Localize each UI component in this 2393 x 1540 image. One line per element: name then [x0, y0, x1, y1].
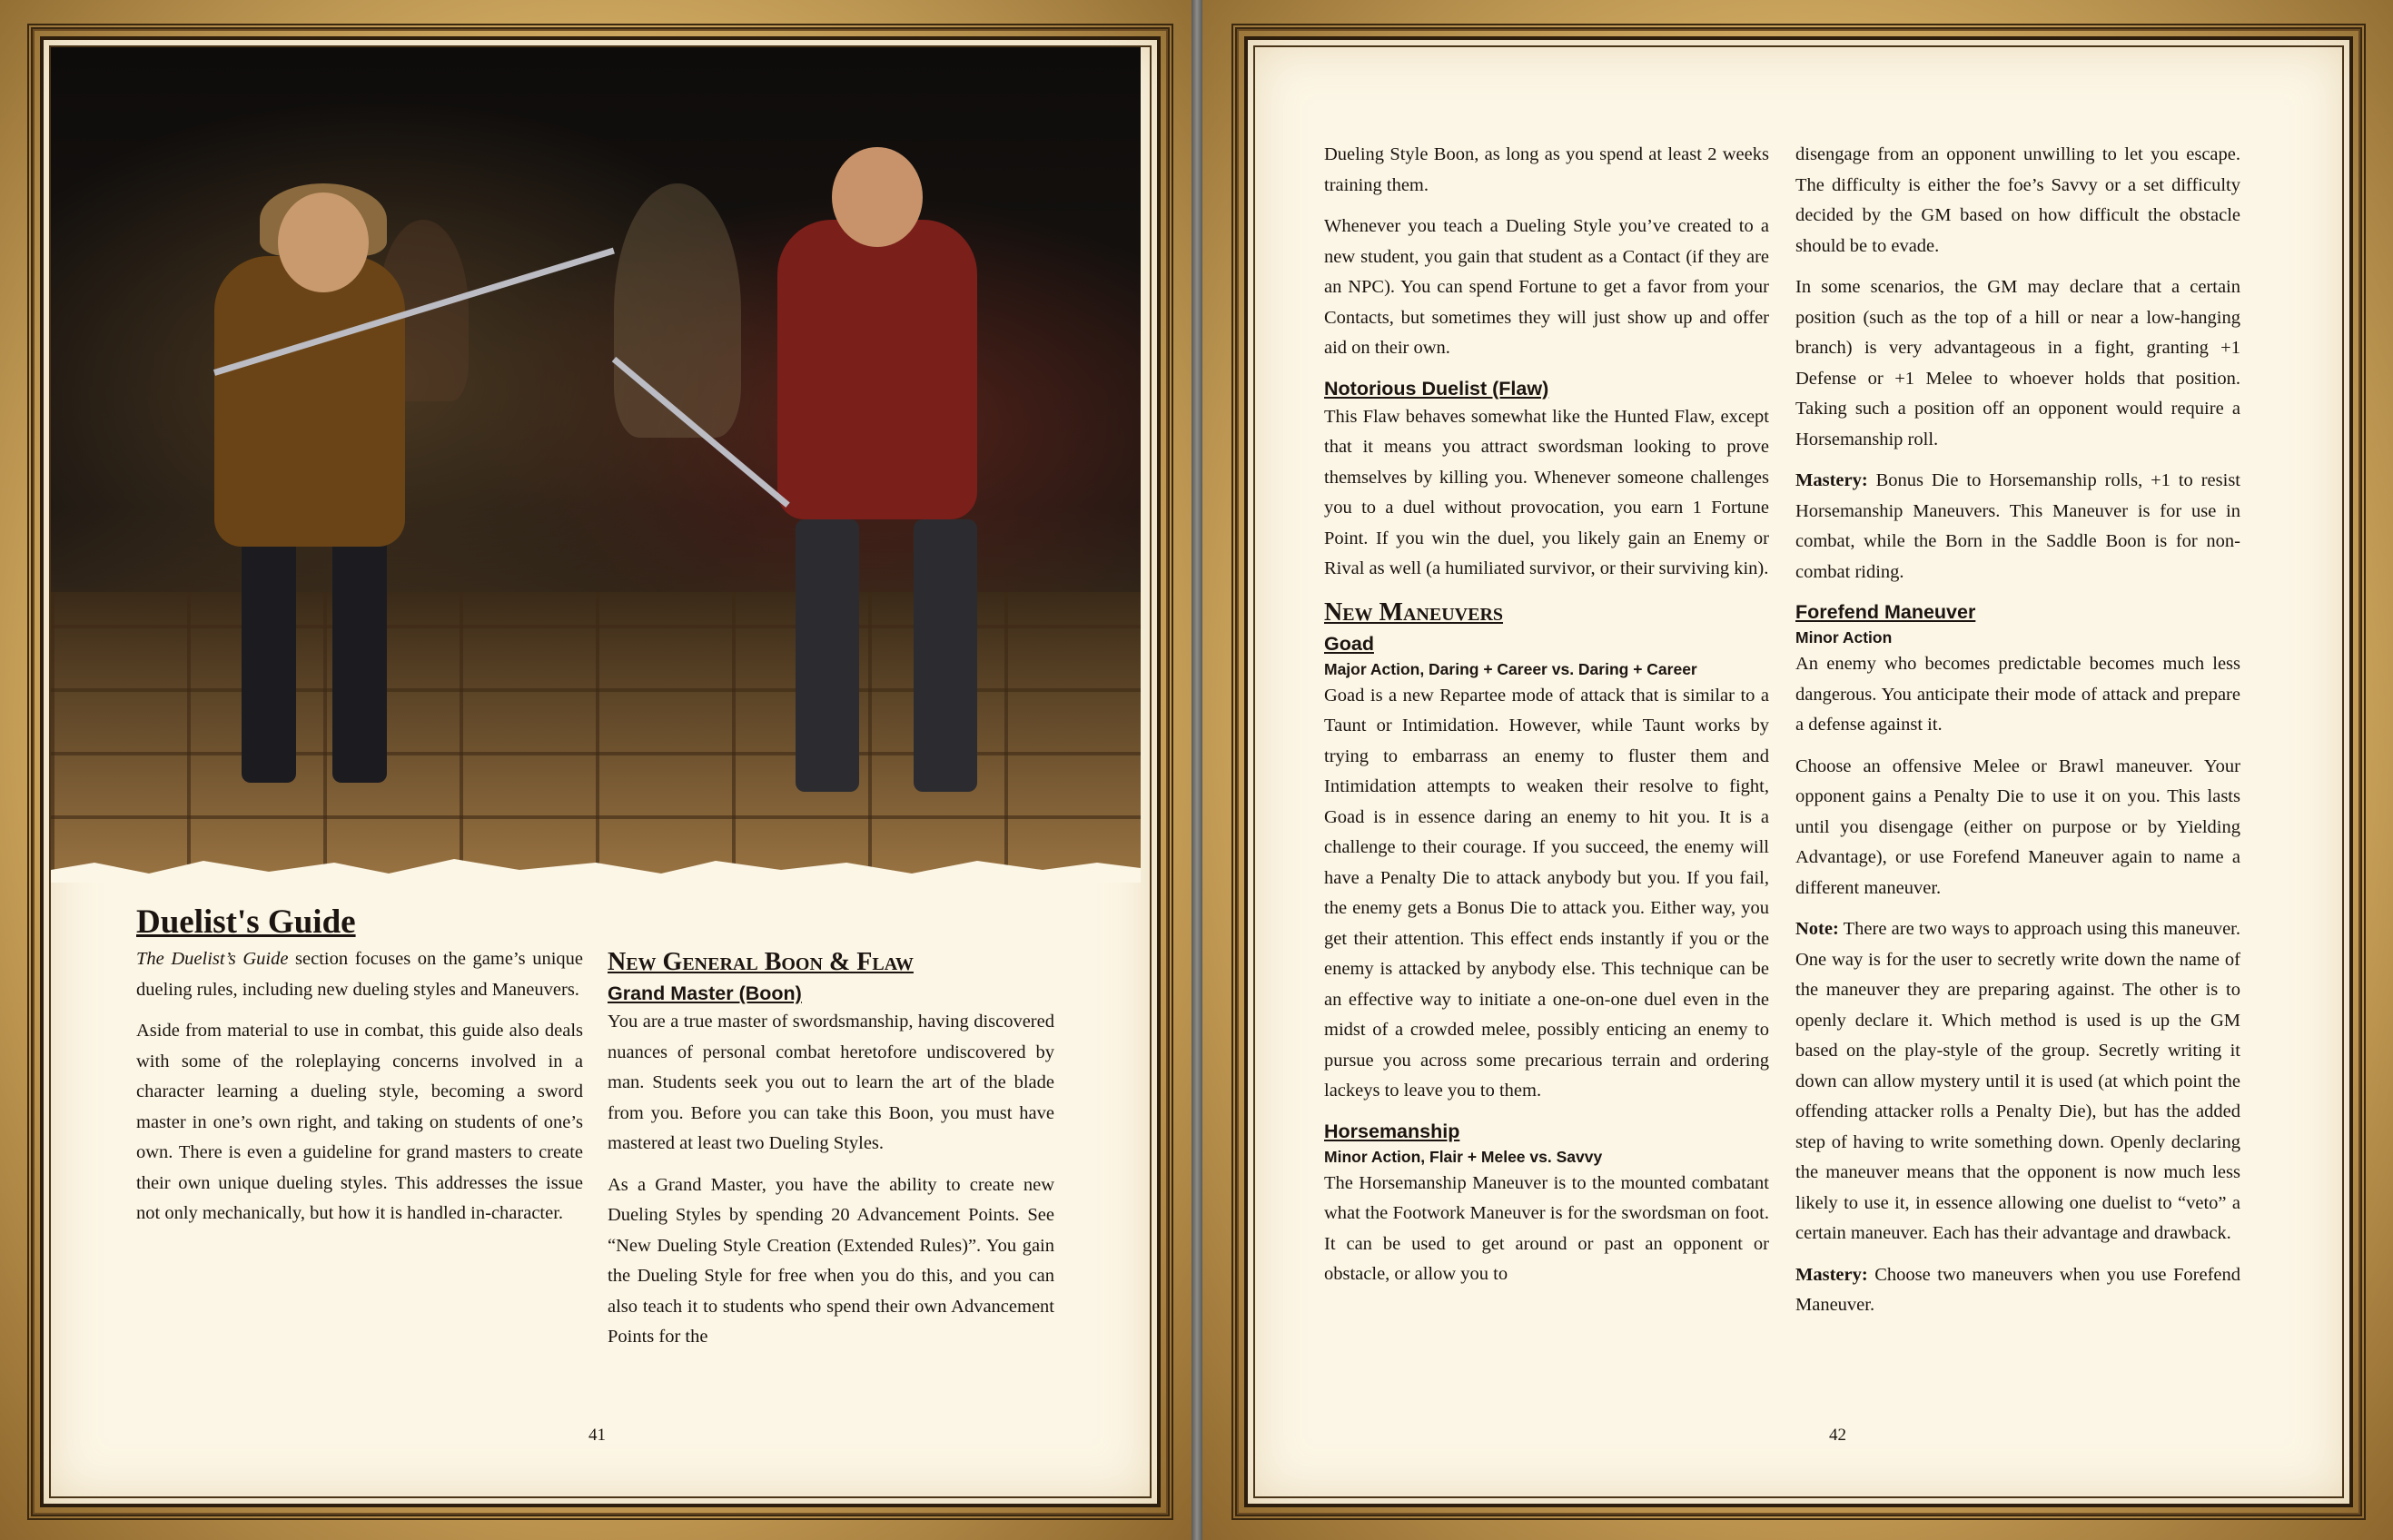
left-page-frame	[40, 36, 1161, 1507]
paragraph: This Flaw behaves somewhat like the Hunted Flaw, except that it means you attract swordsman looking to prove themselves by killing you. Whenever someone challenges you to a duel without provocation, you earn 1 Fortune Point. If you win the duel, you likely gain an Enemy or Rival as well (a humiliated survivor, or their surviving kin).	[1324, 406, 1769, 578]
flaw-title: Notorious Duelist (Flaw)	[1324, 377, 1549, 400]
duelist-left-body	[214, 256, 405, 547]
page-number: 41	[588, 1426, 606, 1445]
section-title: New General Boon & Flaw	[608, 948, 914, 976]
maneuvers-title: New Maneuvers	[1324, 597, 1504, 627]
boon-title: Grand Master (Boon)	[608, 982, 802, 1004]
note-paragraph	[1795, 914, 2240, 1249]
goad-subtitle: Major Action, Daring + Career vs. Daring + Career	[1324, 659, 1697, 678]
paragraph: Dueling Style Boon, as long as you spend at least 2 weeks training them.	[1324, 144, 1769, 195]
right-column-1	[1324, 140, 1769, 1301]
goad-title: Goad	[1324, 632, 1374, 655]
illustration-floor	[51, 592, 1141, 883]
intro-text: section focuses on the game’s unique dueling rules, including new dueling styles and Maneuvers.	[136, 949, 583, 1000]
mastery-label: Mastery:	[1795, 470, 1868, 490]
mastery-paragraph	[1795, 1260, 2240, 1321]
duelist-left-head	[278, 192, 369, 292]
forefend-subtitle: Minor Action	[1795, 628, 1893, 647]
duel-illustration	[51, 47, 1141, 883]
paragraph: In some scenarios, the GM may declare that a certain position (such as the top of a hill or near a low-hanging branch) is very advantageous in a fight, granting +1 Defense or +1 Melee to whoever holds that position. Taking such a position off an opponent would require a Horsemanship roll.	[1795, 277, 2240, 449]
mastery-text: Choose two maneuvers when you use Forefend Maneuver.	[1795, 1264, 2240, 1315]
mastery-text: Bonus Die to Horsemanship rolls, +1 to resist Horsemanship Maneuvers. This Maneuver is for use in combat, while the Born in the Saddle Boon is for non-combat riding.	[1795, 470, 2240, 582]
right-column-2	[1795, 140, 2240, 1332]
background-spectator	[614, 183, 741, 438]
duelist-right-leg	[796, 519, 859, 792]
duelist-right-head	[832, 147, 923, 247]
middle-column	[608, 945, 1054, 1364]
paragraph: Whenever you teach a Dueling Style you’ve created to a new student, you gain that student as a Contact (if they are an NPC). You can spend Fortune to get a favor from your Contacts, but sometimes they will just show up and offer aid on their own.	[1324, 216, 1769, 358]
paragraph: As a Grand Master, you have the ability to create new Dueling Styles by spending 20 Advancement Points. See “New Dueling Style Creation (Extended Rules)”. You gain the Dueling Style for free when you do this, and you can also teach it to students who spend their own Advancement Points for the	[608, 1174, 1054, 1347]
left-page	[0, 0, 1192, 1540]
note-text: There are two ways to approach using this maneuver. One way is for the user to secretly write down the name of the maneuver they are preparing against. The other is to openly declare it. Which method is used is up the GM based on the play-style of the group. Secretly writing it down can allow mystery until it is used (at which point the offending attacker rolls a Penalty Die), but has the added step of having to write something down. Openly declaring the maneuver means that the opponent is now much less likely to use it, in essence allowing one duelist to “veto” a certain maneuver. Each has their advantage and drawback.	[1795, 919, 2240, 1243]
left-column	[136, 903, 583, 1240]
book-gutter	[1192, 0, 1202, 1540]
mastery-paragraph	[1795, 466, 2240, 587]
horsemanship-title: Horsemanship	[1324, 1120, 1460, 1142]
forefend-title: Forefend Maneuver	[1795, 601, 1976, 623]
note-label: Note:	[1795, 919, 1839, 939]
duelist-right-body	[777, 220, 977, 519]
intro-paragraph	[136, 944, 583, 1005]
duelist-right-leg	[914, 519, 977, 792]
intro-italic: The Duelist’s Guide	[136, 949, 289, 969]
right-page	[1202, 0, 2393, 1540]
horsemanship-subtitle: Minor Action, Flair + Melee vs. Savvy	[1324, 1147, 1603, 1166]
paragraph: Goad is a new Repartee mode of attack that is similar to a Taunt or Intimidation. However, while Taunt works by trying to embarrass an enemy to fluster them and Intimidation attempts to weaken their resolve to fight, Goad is in essence daring an enemy to hit you. It is a challenge to their courage. If you succeed, the enemy will have a Penalty Die to attack anybody but you. If you fail, the enemy gets a Bonus Die to attack you. Either way, you get their attention. This effect ends instantly if you or the enemy is attacked by anybody else. This technique can be an effective way to initiate a one-on-one duel even in the midst of a crowded melee, possibly enticing an enemy to pursue you across some precarious terrain and ordering lackeys to leave you to them.	[1324, 685, 1769, 1101]
duelist-left-leg	[242, 538, 296, 783]
paragraph: disengage from an opponent unwilling to let you escape. The difficulty is either the foe’s Savvy or a set difficulty decided by the GM based on how difficult the obstacle should be to evade.	[1795, 144, 2240, 256]
mastery-label: Mastery:	[1795, 1264, 1868, 1285]
duelist-left-leg	[332, 538, 387, 783]
page-number: 42	[1829, 1426, 1846, 1445]
paragraph: Aside from material to use in combat, this guide also deals with some of the roleplaying concerns involved in a character learning a dueling style, becoming a sword master in one’s own right, and taking on students of one’s own. There is even a guideline for grand masters to create their own unique dueling styles. This addresses the issue not only mechanically, but how it is handled in-character.	[136, 1021, 583, 1223]
chapter-title: Duelist's Guide	[136, 903, 356, 941]
right-page-frame	[1244, 36, 2353, 1507]
paragraph: You are a true master of swordsmanship, having discovered nuances of personal combat heretofore undiscovered by man. Students seek you out to learn the art of the blade from you. Before you can take this Boon, you must have mastered at least two Dueling Styles.	[608, 1012, 1054, 1153]
paragraph: An enemy who becomes predictable becomes much less dangerous. You anticipate their mode of attack and prepare a defense against it.	[1795, 654, 2240, 735]
paragraph: Choose an offensive Melee or Brawl maneuver. Your opponent gains a Penalty Die to use it on you. This lasts until you disengage (either on purpose or by Yielding Advantage), or use Forefend Maneuver again to name a different maneuver.	[1795, 755, 2240, 898]
paragraph: The Horsemanship Maneuver is to the mounted combatant what the Footwork Maneuver is for the swordsman on foot. It can be used to get around or past an opponent or obstacle, or allow you to	[1324, 1172, 1769, 1284]
